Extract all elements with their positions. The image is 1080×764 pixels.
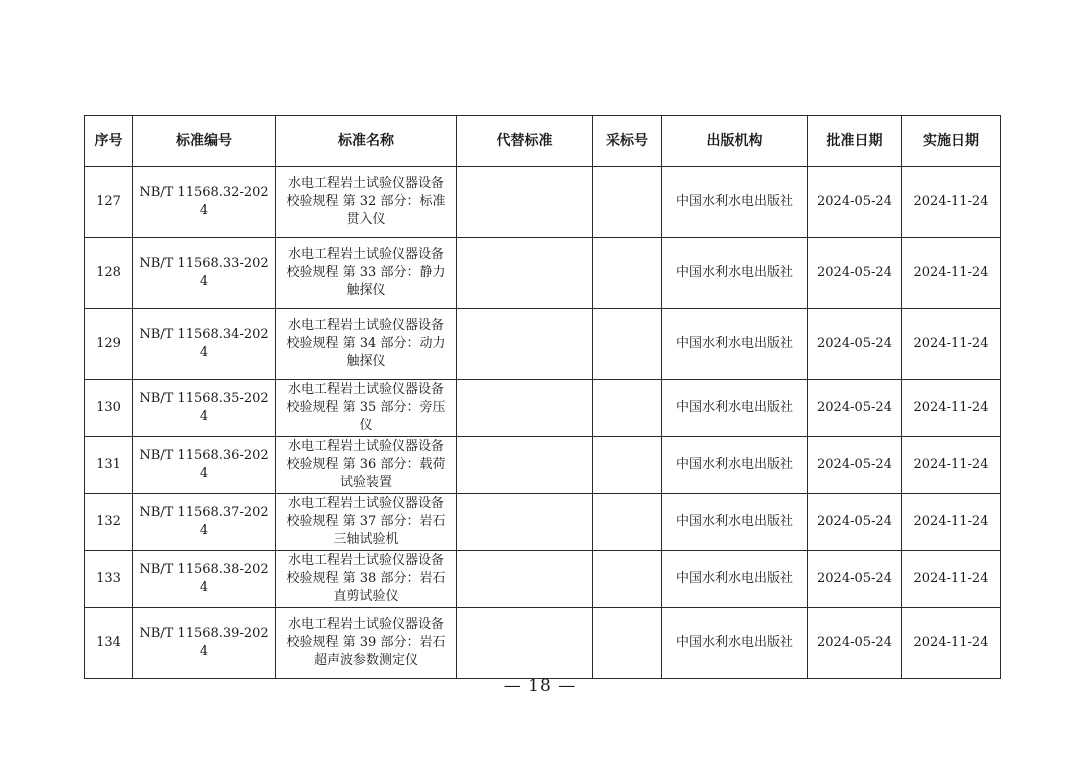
cell-implementation-date: 2024-11-24: [902, 238, 1001, 309]
cell-standard-code: NB/T 11568.33-2024: [133, 238, 276, 309]
cell-serial-no: 129: [85, 309, 133, 380]
cell-standard-name: 水电工程岩土试验仪器设备校验规程 第 35 部分：旁压仪: [276, 380, 457, 437]
cell-approval-date: 2024-05-24: [808, 167, 902, 238]
cell-implementation-date: 2024-11-24: [902, 437, 1001, 494]
cell-standard-name: 水电工程岩土试验仪器设备校验规程 第 39 部分：岩石超声波参数测定仪: [276, 608, 457, 679]
cell-replaced-standard: [457, 380, 593, 437]
header-serial-no: 序号: [85, 116, 133, 167]
header-standard-name: 标准名称: [276, 116, 457, 167]
header-standard-code: 标准编号: [133, 116, 276, 167]
cell-standard-code: NB/T 11568.39-2024: [133, 608, 276, 679]
header-implementation-date: 实施日期: [902, 116, 1001, 167]
table-header-row: [85, 116, 1001, 167]
cell-standard-code: NB/T 11568.36-2024: [133, 437, 276, 494]
cell-approval-date: 2024-05-24: [808, 551, 902, 608]
cell-serial-no: 134: [85, 608, 133, 679]
header-approval-date: 批准日期: [808, 116, 902, 167]
table-row: [85, 494, 1001, 551]
cell-approval-date: 2024-05-24: [808, 309, 902, 380]
cell-serial-no: 132: [85, 494, 133, 551]
page-number: — 18 —: [503, 676, 577, 696]
cell-standard-name: 水电工程岩土试验仪器设备校验规程 第 38 部分：岩石直剪试验仪: [276, 551, 457, 608]
cell-standard-code: NB/T 11568.32-2024: [133, 167, 276, 238]
standards-table: [84, 115, 1001, 679]
cell-implementation-date: 2024-11-24: [902, 494, 1001, 551]
table-row: [85, 238, 1001, 309]
cell-serial-no: 133: [85, 551, 133, 608]
cell-publisher: 中国水利水电出版社: [662, 380, 808, 437]
header-replaced-standard: 代替标准: [457, 116, 593, 167]
table-row: [85, 551, 1001, 608]
cell-standard-name: 水电工程岩土试验仪器设备校验规程 第 34 部分：动力触探仪: [276, 309, 457, 380]
cell-publisher: 中国水利水电出版社: [662, 167, 808, 238]
cell-adopted-no: [593, 494, 662, 551]
cell-replaced-standard: [457, 238, 593, 309]
cell-implementation-date: 2024-11-24: [902, 608, 1001, 679]
cell-standard-code: NB/T 11568.38-2024: [133, 551, 276, 608]
cell-publisher: 中国水利水电出版社: [662, 238, 808, 309]
cell-serial-no: 127: [85, 167, 133, 238]
cell-publisher: 中国水利水电出版社: [662, 551, 808, 608]
cell-implementation-date: 2024-11-24: [902, 309, 1001, 380]
cell-publisher: 中国水利水电出版社: [662, 494, 808, 551]
cell-implementation-date: 2024-11-24: [902, 167, 1001, 238]
cell-implementation-date: 2024-11-24: [902, 380, 1001, 437]
cell-serial-no: 130: [85, 380, 133, 437]
cell-standard-name: 水电工程岩土试验仪器设备校验规程 第 33 部分：静力触探仪: [276, 238, 457, 309]
cell-serial-no: 131: [85, 437, 133, 494]
cell-replaced-standard: [457, 167, 593, 238]
cell-adopted-no: [593, 608, 662, 679]
cell-approval-date: 2024-05-24: [808, 608, 902, 679]
cell-standard-code: NB/T 11568.34-2024: [133, 309, 276, 380]
cell-replaced-standard: [457, 551, 593, 608]
cell-replaced-standard: [457, 437, 593, 494]
cell-approval-date: 2024-05-24: [808, 380, 902, 437]
cell-adopted-no: [593, 380, 662, 437]
cell-adopted-no: [593, 437, 662, 494]
cell-standard-code: NB/T 11568.35-2024: [133, 380, 276, 437]
cell-adopted-no: [593, 167, 662, 238]
cell-replaced-standard: [457, 494, 593, 551]
cell-implementation-date: 2024-11-24: [902, 551, 1001, 608]
table-row: [85, 309, 1001, 380]
header-adopted-no: 采标号: [593, 116, 662, 167]
cell-standard-name: 水电工程岩土试验仪器设备校验规程 第 36 部分：载荷试验装置: [276, 437, 457, 494]
cell-approval-date: 2024-05-24: [808, 238, 902, 309]
header-publisher: 出版机构: [662, 116, 808, 167]
cell-serial-no: 128: [85, 238, 133, 309]
table-row: [85, 380, 1001, 437]
cell-publisher: 中国水利水电出版社: [662, 437, 808, 494]
cell-adopted-no: [593, 309, 662, 380]
cell-standard-code: NB/T 11568.37-2024: [133, 494, 276, 551]
cell-publisher: 中国水利水电出版社: [662, 608, 808, 679]
cell-adopted-no: [593, 551, 662, 608]
cell-replaced-standard: [457, 309, 593, 380]
table-row: [85, 437, 1001, 494]
cell-replaced-standard: [457, 608, 593, 679]
cell-approval-date: 2024-05-24: [808, 494, 902, 551]
cell-adopted-no: [593, 238, 662, 309]
cell-standard-name: 水电工程岩土试验仪器设备校验规程 第 32 部分：标准贯入仪: [276, 167, 457, 238]
cell-standard-name: 水电工程岩土试验仪器设备校验规程 第 37 部分：岩石三轴试验机: [276, 494, 457, 551]
cell-approval-date: 2024-05-24: [808, 437, 902, 494]
cell-publisher: 中国水利水电出版社: [662, 309, 808, 380]
table-row: [85, 167, 1001, 238]
table-row: [85, 608, 1001, 679]
